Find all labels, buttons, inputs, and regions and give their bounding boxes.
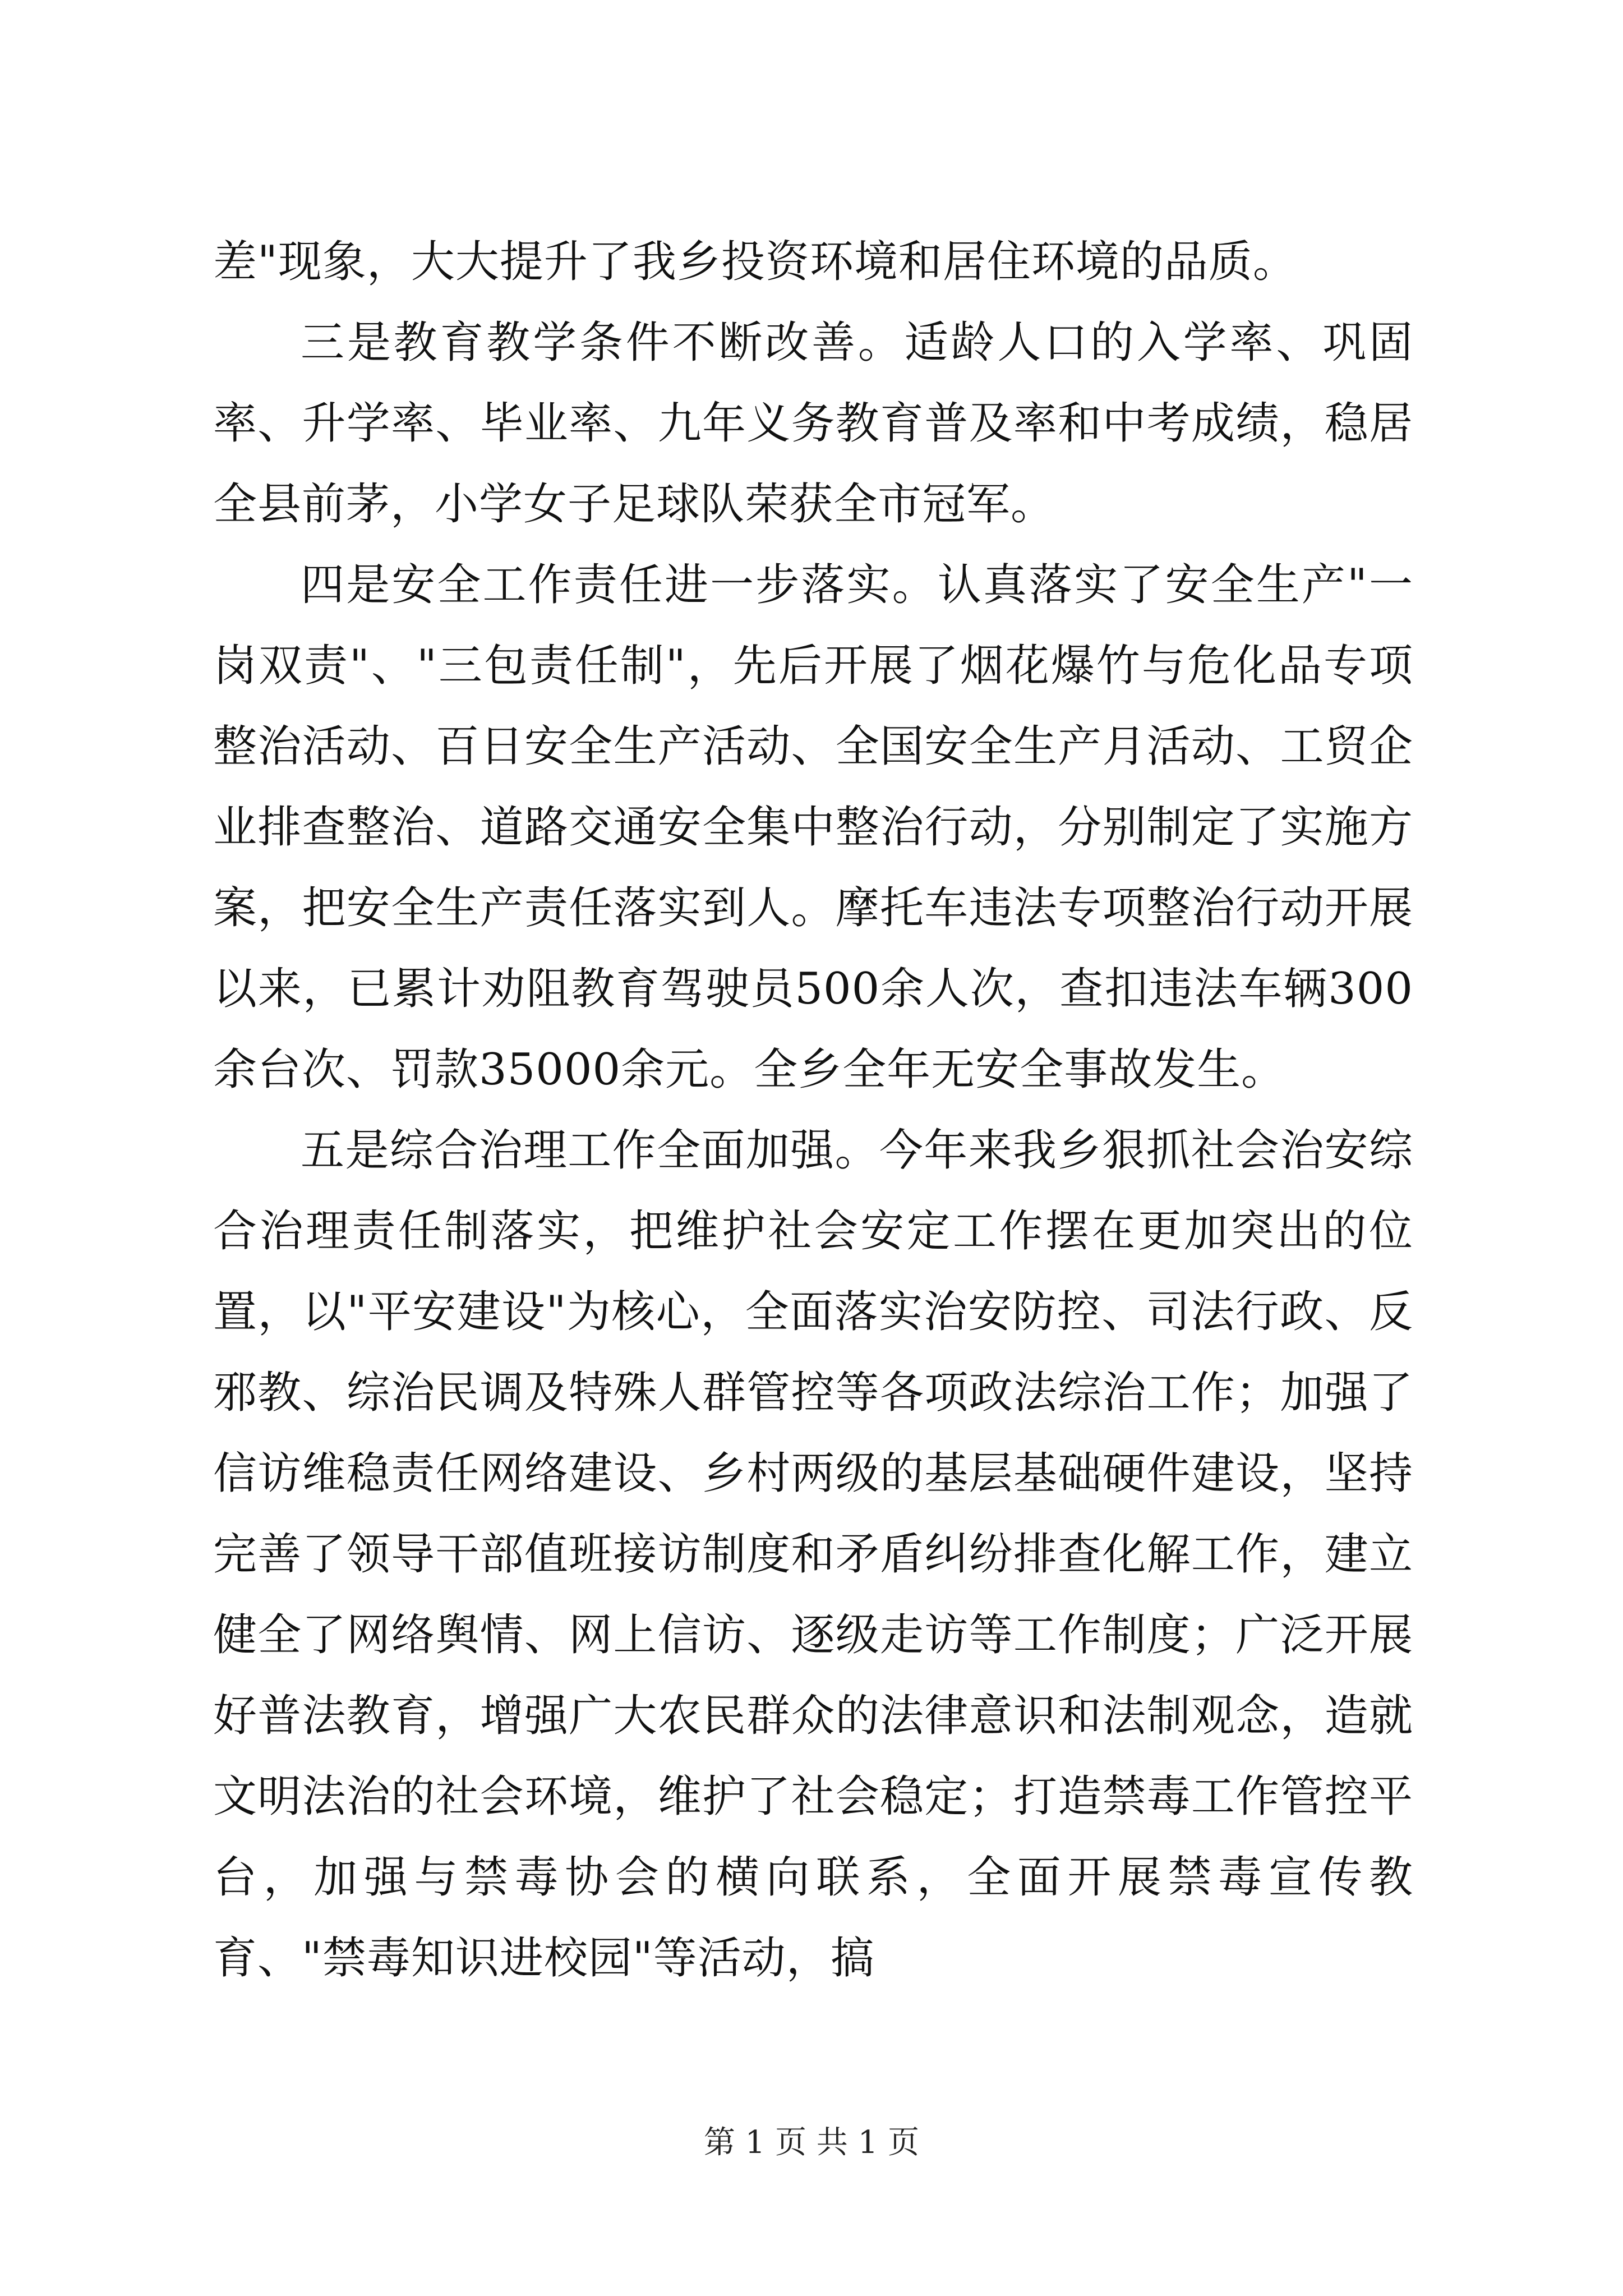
page-footer: 第 1 页 共 1 页 [703, 2124, 920, 2161]
paragraph-education: 三是教育教学条件不断改善。适龄人口的入学率、巩固率、升学率、毕业率、九年义务教育普及率和中考成绩，稳居全县前茅，小学女子足球队荣获全市冠军。 [213, 318, 1413, 530]
paragraph-continuation: 差"现象，大大提升了我乡投资环境和居住环境的品质。 [213, 237, 1297, 287]
document-body [213, 222, 1413, 1999]
paragraph-governance: 五是综合治理工作全面加强。今年来我乡狠抓社会治安综合治理责任制落实，把维护社会安定工作摆在更加突出的位置，以"平安建设"为核心，全面落实治安防控、司法行政、反邪教、综治民调及特殊人群管控等各项政法综治工作；加强了信访维稳责任网络建设、乡村两级的基层基础硬件建设，坚持完善了领导干部值班接访制度和矛盾纠纷排查化解工作，建立健全了网络舆情、网上信访、逐级走访等工作制度；广泛开展好普法教育，增强广大农民群众的法律意识和法制观念，造就文明法治的社会环境，维护了社会稳定；打造禁毒工作管控平台，加强与禁毒协会的横向联系，全面开展禁毒宣传教育、"禁毒知识进校园"等活动，搞 [213, 1125, 1413, 1984]
paragraph-safety: 四是安全工作责任进一步落实。认真落实了安全生产"一岗双责"、"三包责任制"，先后开展了烟花爆竹与危化品专项整治活动、百日安全生产活动、全国安全生产月活动、工贸企业排查整治、道路交通安全集中整治行动，分别制定了实施方案，把安全生产责任落实到人。摩托车违法专项整治行动开展以来，已累计劝阻教育驾驶员500余人次，查扣违法车辆300余台次、罚款35000余元。全乡全年无安全事故发生。 [213, 560, 1413, 1095]
